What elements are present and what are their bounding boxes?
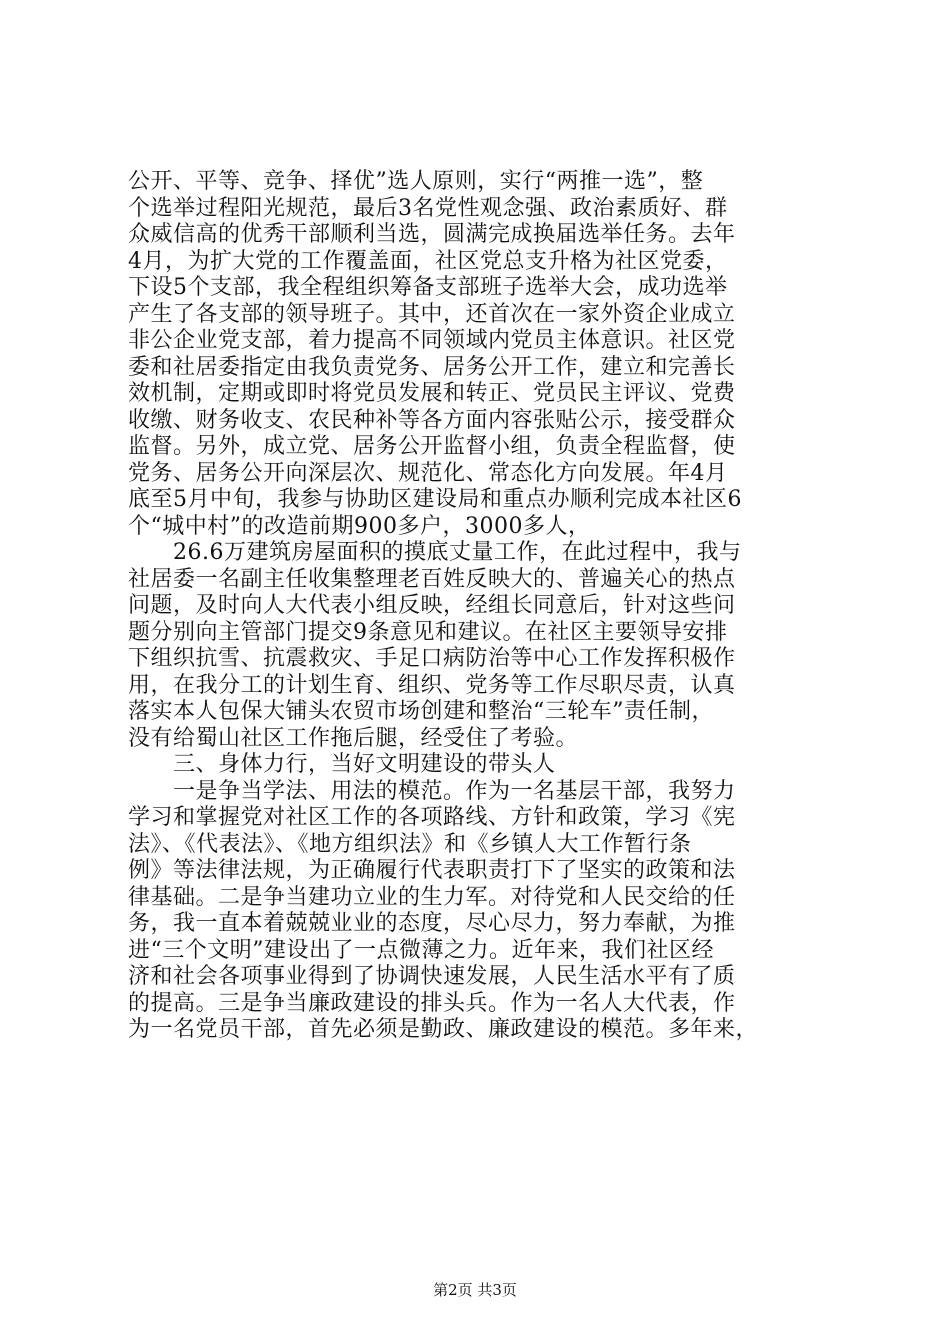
text-line: 4月，为扩大党的工作覆盖面，社区党总支升格为社区党委， <box>128 248 728 274</box>
text-line: 下组织抗雪、抗震救灾、手足口病防治等中心工作发挥积极作 <box>128 646 736 671</box>
text-line: 公开、平等、竞争、择优”选人原则，实行“两推一选”，整 <box>128 169 704 194</box>
text-line: 例》等法律法规，为正确履行代表职责打下了坚实的政策和法 <box>128 858 736 883</box>
text-line: 众威信高的优秀干部顺利当选，圆满完成换届选举任务。去年 <box>128 222 736 247</box>
body-text <box>128 169 850 1044</box>
text-line: 一是争当学法、用法的模范。作为一名基层干部，我努力 <box>128 778 736 804</box>
text-line: 底至5月中旬，我参与协助区建设局和重点办顺利完成本社区6 <box>128 487 742 512</box>
text-line: 法》、《代表法》、《地方组织法》和《乡镇人大工作暂行条 <box>128 831 692 857</box>
text-line: 题分别向主管部门提交9条意见和建议。在社区主要领导安排 <box>128 619 728 645</box>
text-line: 没有给蜀山社区工作拖后腿，经受住了考验。 <box>128 725 579 751</box>
text-line: 非公企业党支部，着力提高不同领域内党员主体意识。社区党 <box>128 328 736 353</box>
text-line: 三、身体力行，当好文明建设的带头人 <box>128 752 556 777</box>
text-line: 律基础。二是争当建功立业的生力军。对待党和人民交给的任 <box>128 884 736 910</box>
text-line: 进“三个文明”建设出了一点微薄之力。近年来，我们社区经 <box>128 937 714 963</box>
text-line: 为一名党员干部，首先必须是勤政、廉政建设的模范。多年来， <box>128 1017 759 1042</box>
text-line: 济和社会各项事业得到了协调快速发展，人民生活水平有了质 <box>128 964 736 989</box>
text-line: 党务、居务公开向深层次、规范化、常态化方向发展。年4月 <box>128 460 728 486</box>
text-line: 的提高。三是争当廉政建设的排头兵。作为一名人大代表，作 <box>128 990 736 1016</box>
text-line: 用，在我分工的计划生育、组织、党务等工作尽职尽责，认真 <box>128 672 736 698</box>
text-line: 落实本人包保大铺头农贸市场创建和整治“三轮车”责任制， <box>128 699 714 724</box>
text-line: 个“城中村”的改造前期900多户，3000多人， <box>128 513 591 539</box>
text-line: 社居委一名副主任收集整理老百姓反映大的、普遍关心的热点 <box>128 566 736 592</box>
text-line: 收缴、财务收支、农民种补等各方面内容张贴公示，接受群众 <box>128 407 736 433</box>
text-line: 委和社居委指定由我负责党务、居务公开工作，建立和完善长 <box>128 354 736 380</box>
text-line: 效机制，定期或即时将党员发展和转正、党员民主评议、党费 <box>128 381 736 406</box>
text-line: 问题，及时向人大代表小组反映，经组长同意后，针对这些问 <box>128 593 736 618</box>
text-line: 个选举过程阳光规范，最后3名党性观念强、政治素质好、群 <box>128 195 728 221</box>
page-footer: 第2页 共3页 <box>433 1281 517 1299</box>
text-line: 下设5个支部，我全程组织筹备支部班子选举大会，成功选举 <box>128 275 728 300</box>
text-line: 26.6万建筑房屋面积的摸底丈量工作，在此过程中，我与 <box>128 540 742 565</box>
text-line: 监督。另外，成立党、居务公开监督小组，负责全程监督，使 <box>128 434 736 459</box>
text-line: 务，我一直本着兢兢业业的态度，尽心尽力，努力奉献，为推 <box>128 911 736 936</box>
text-line: 产生了各支部的领导班子。其中，还首次在一家外资企业成立 <box>128 301 736 327</box>
text-line: 学习和掌握党对社区工作的各项路线、方针和政策，学习《宪 <box>128 805 736 830</box>
